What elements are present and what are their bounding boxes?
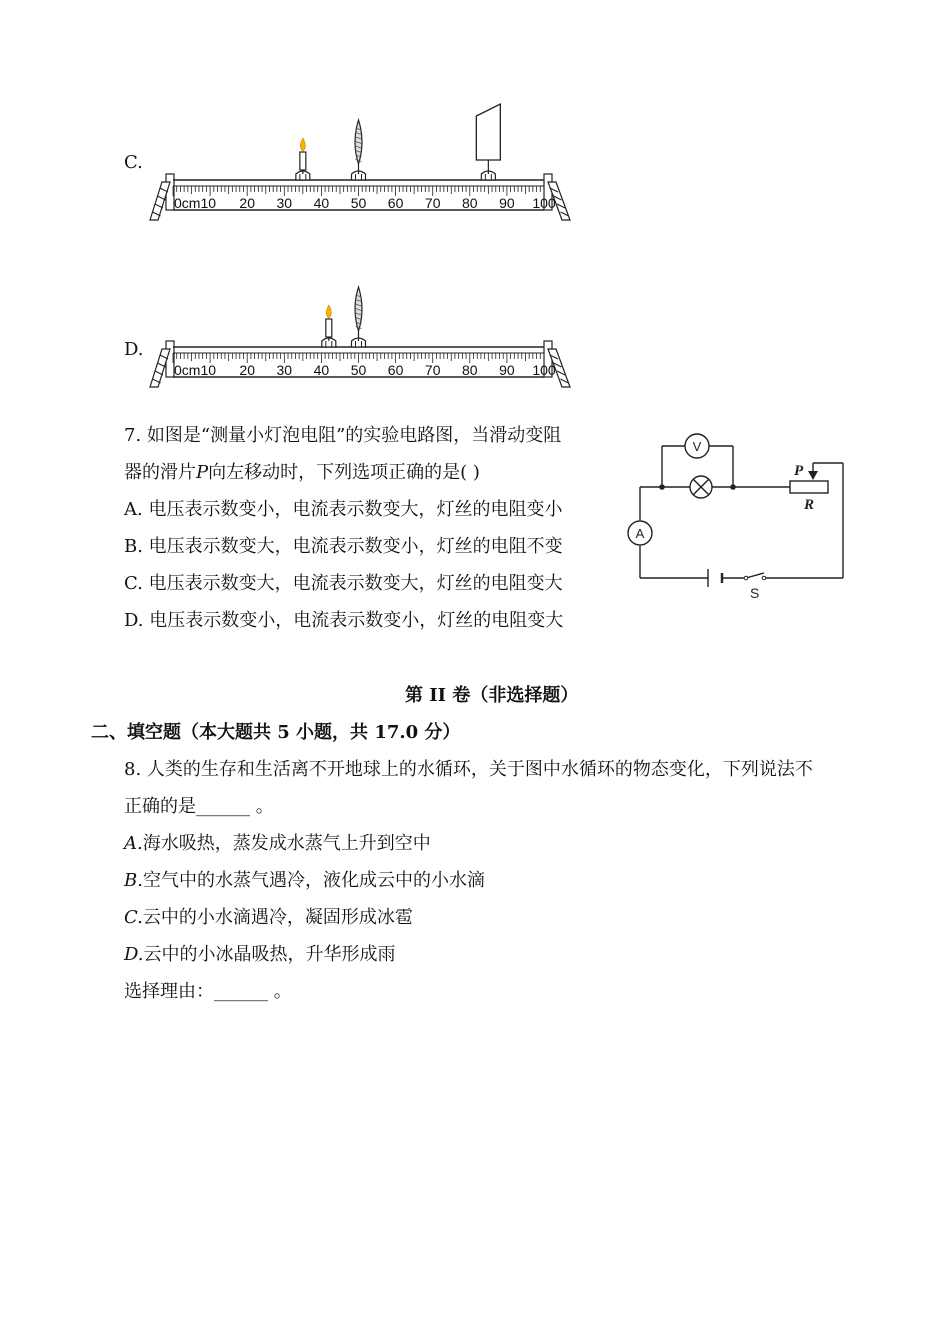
candle-flame: [326, 305, 331, 318]
ruler-origin-label: 0cm10: [174, 362, 217, 378]
q8-option-d: [124, 943, 396, 967]
ruler-tick-label: 40: [313, 195, 330, 211]
ruler-tick-label: 70: [424, 195, 441, 211]
q8-option-c-letter: C.: [124, 907, 143, 928]
candle-flame: [300, 138, 305, 151]
q7-slider-p: P: [196, 462, 209, 483]
q8-option-d-letter: D.: [124, 944, 144, 965]
ruler-tick-label: 60: [387, 362, 404, 378]
q8-option-a-letter: A.: [124, 833, 143, 854]
ruler-tick-label: 30: [276, 362, 293, 378]
slider-label: P: [794, 463, 804, 479]
q6-option-d-bench: [146, 284, 576, 394]
q8-option-c: [124, 906, 413, 930]
q8-option-a: [124, 832, 431, 856]
switch-label: S: [750, 585, 760, 601]
ruler-tick-label: 20: [239, 195, 255, 211]
ruler-tick-label: 30: [276, 195, 293, 211]
q7-stem-line1: 7. 如图是“测量小灯泡电阻”的实验电路图，当滑动变阻: [124, 425, 562, 446]
ruler-tick-label: 90: [499, 195, 515, 211]
ruler-tick-label: 60: [387, 195, 404, 211]
q8-option-c-text: 云中的小水滴遇冷，凝固形成冰雹: [142, 907, 413, 928]
light-screen: [476, 104, 500, 160]
q6-option-c-bench: [146, 98, 576, 223]
q8-option-d-text: 云中的小冰晶吸热，升华形成雨: [143, 944, 396, 965]
candle: [326, 319, 332, 337]
q8-option-b-letter: B.: [124, 870, 143, 891]
ruler-tick-label: 100: [532, 195, 556, 211]
q7-stem-line2-a: 器的滑片: [124, 462, 196, 483]
q8-option-b-text: 空气中的水蒸气遇冷，液化成云中的小水滴: [142, 870, 485, 891]
ruler-tick-label: 20: [239, 362, 255, 378]
ruler-tick-label: 90: [499, 362, 515, 378]
ruler-tick-label: 50: [350, 195, 367, 211]
q7-option-d: D. 电压表示数变小，电流表示数变小，灯丝的电阻变大: [124, 610, 564, 631]
q6-option-c-label: C.: [124, 152, 143, 173]
ruler-tick-label: 50: [350, 362, 367, 378]
candle: [300, 152, 306, 170]
ruler-origin-label: 0cm10: [174, 195, 217, 211]
q8-option-a-text: 海水吸热，蒸发成水蒸气上升到空中: [142, 833, 431, 854]
q7-stem-line2: [124, 461, 480, 485]
q8-option-b: [124, 869, 485, 893]
volume-title: 第 II 卷（非选择题）: [405, 685, 579, 706]
q7-stem-line2-b: 向左移动时，下列选项正确的是( ): [208, 462, 480, 483]
q8-stem-line1: 8. 人类的生存和生活离不开地球上的水循环，关于图中水循环的物态变化，下列说法不: [124, 759, 813, 780]
voltmeter-label: V: [692, 439, 702, 454]
q8-stem-line2: 正确的是______ 。: [124, 796, 274, 817]
ruler-tick-label: 80: [462, 362, 478, 378]
q6-option-d-label: D.: [124, 339, 144, 360]
ruler-tick-label: 70: [424, 362, 441, 378]
q7-option-a: A. 电压表示数变小，电流表示数变大，灯丝的电阻变小: [124, 499, 563, 520]
ruler-tick-label: 80: [462, 195, 478, 211]
ammeter-label: A: [635, 526, 645, 541]
q7-circuit-diagram: [628, 428, 853, 603]
rheostat-label: R: [804, 497, 815, 513]
q8-reason: 选择理由：______ 。: [124, 981, 292, 1002]
section-heading: 二、填空题（本大题共 5 小题，共 17.0 分）: [91, 722, 461, 743]
ruler-tick-label: 40: [313, 362, 330, 378]
q7-option-c: C. 电压表示数变大，电流表示数变大，灯丝的电阻变大: [124, 573, 563, 594]
ruler-tick-label: 100: [532, 362, 556, 378]
q7-option-b: B. 电压表示数变大，电流表示数变小，灯丝的电阻不变: [124, 536, 563, 557]
